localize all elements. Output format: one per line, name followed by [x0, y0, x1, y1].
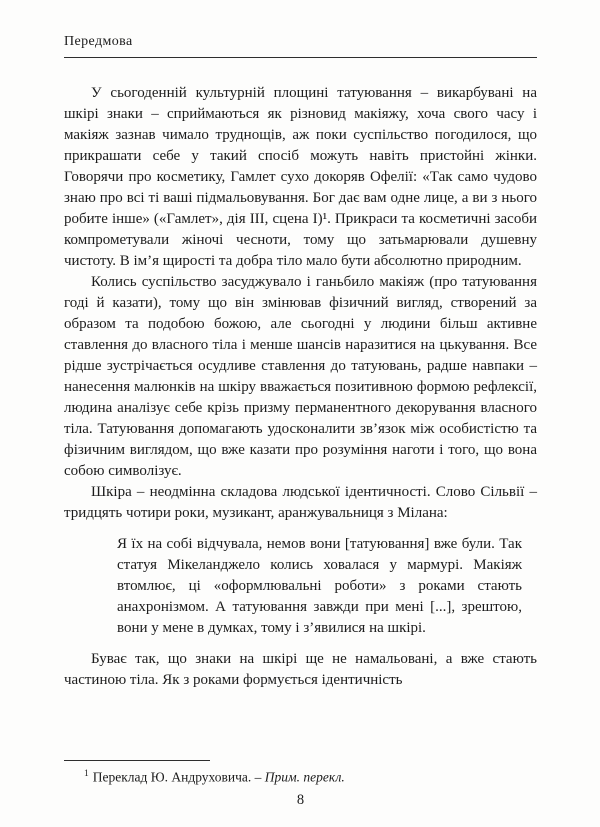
paragraph-3: Шкіра – неодмінна складова людської ідентичності. Слово Сільвії – тридцять чотири роки, музикант, аранжувальниця з Мілана:	[64, 484, 537, 521]
footnote-text: Переклад Ю. Андруховича. –	[92, 769, 265, 784]
page-footer	[64, 760, 537, 810]
footnote-rule	[64, 760, 210, 761]
header-rule	[64, 57, 537, 58]
paragraph-4: Буває так, що знаки на шкірі ще не намальовані, а вже стають частиною тіла. Як з роками формується ідентичність	[64, 651, 537, 688]
footnote-marker: 1	[84, 768, 89, 779]
footnote	[64, 766, 537, 786]
paragraph-2: Колись суспільство засуджувало і ганьбило макіяж (про татуювання годі й казати), тому що він змінював фізичний вигляд, створений за образом та подобою божою, але сьогодні у людини більш активне ставлення до власного тіла і менше шансів наразитися на цькування. Все рідше зустрічається осудливе ставлення до татуювань, радше навпаки – нанесення малюнків на шкіру вважається позитивною формою рефлексії, людина аналізує себе крізь призму перманентного декорування власного тіла. Татуювання допомагають удосконалити зв’язок між особистістю та фізичним виглядом, що вже казати про розуміння наготи і того, що вона собою символізує.	[64, 274, 537, 479]
page-number: 8	[296, 792, 305, 808]
page-body	[64, 83, 537, 691]
paragraph-1: У сьогоденній культурній площині татуювання – викарбувані на шкірі знаки – сприймаються як різновид макіяжу, хоча свого часу і макіяж зазнав чимало труднощів, аж поки суспільство погодилося, що прикрашати себе у такий спосіб можуть навіть пристойні жінки. Говорячи про косметику, Гамлет сухо докоряв Офелії: «Так само чудово знаю про всі ті ваші підмальовування. Бог дає вам одне лице, а ви з нього робите інше» («Гамлет», дія III, сцена I)¹. Прикраси та косметичні засоби компрометували жіночі чесноти, тому що затьмарювали душевну чистоту. В ім’я щирості та добра тіло мало бути абсолютно природним.	[64, 85, 537, 269]
blockquote: Я їх на собі відчувала, немов вони [татуювання] вже були. Так статуя Мікеланджело колись ховалася у мармурі. Макіяж втомлює, ці «оформлювальні роботи» з роками стають анахронізмом. А татуювання завжди при мені [...], зрештою, вони у мене в думках, тому і з’явилися на шкірі.	[117, 536, 522, 636]
footnote-source: Прим. перекл.	[264, 769, 345, 784]
running-header: Передмова	[64, 34, 133, 49]
